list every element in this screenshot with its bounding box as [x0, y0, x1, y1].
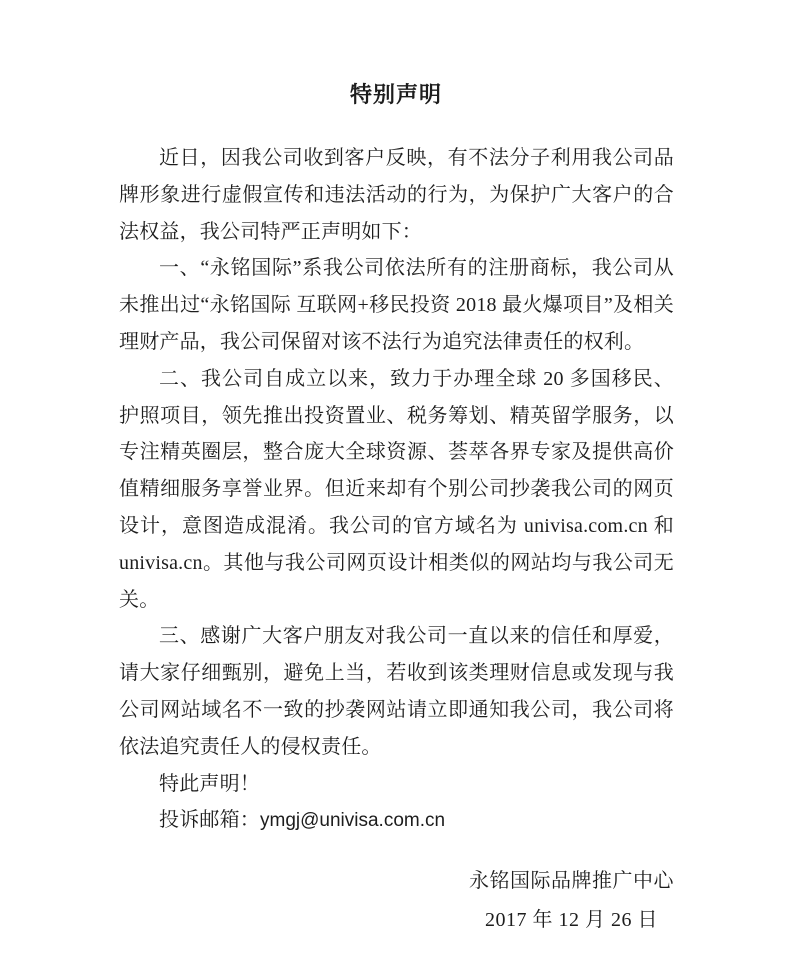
paragraph-item-1: 一、“永铭国际”系我公司依法所有的注册商标，我公司从未推出过“永铭国际 互联网+移民投资 2018 最火爆项目”及相关理财产品，我公司保留对该不法行为追究法律责任的权利。: [119, 257, 674, 353]
document-body: [119, 140, 674, 940]
complaint-email-address: ymgj@univisa.com.cn: [260, 810, 446, 832]
signature-date: 2017 年 12 月 26 日: [485, 909, 658, 932]
paragraph-intro: 近日，因我公司收到客户反映，有不法分子利用我公司品牌形象进行虚假宣传和违法活动的行为，为保护广大客户的合法权益，我公司特严正声明如下：: [119, 147, 674, 243]
closing-statement: 特此声明！: [159, 772, 260, 795]
paragraph-item-2: 二、我公司自成立以来，致力于办理全球 20 多国移民、护照项目，领先推出投资置业、税务筹划、精英留学服务，以专注精英圈层，整合庞大全球资源、荟萃各界专家及提供高价值精细服务享誉业界。但近来却有个别公司抄袭我公司的网页设计，意图造成混淆。我公司的官方域名为 univisa.com.cn 和 univisa.cn。其他与我公司网页设计相类似的网站均与我公司无关。: [119, 367, 674, 611]
complaint-email-label: 投诉邮箱：: [159, 809, 260, 832]
signature-block: [469, 862, 674, 940]
complaint-email-line: [119, 802, 674, 840]
paragraph-item-3: 三、感谢广大客户朋友对我公司一直以来的信任和厚爱，请大家仔细甄别，避免上当，若收到该类理财信息或发现与我公司网站域名不一致的抄袭网站请立即通知我公司，我公司将依法追究责任人的侵权责任。: [119, 625, 674, 758]
signature-organization: 永铭国际品牌推广中心: [469, 870, 674, 893]
page-title: 特别声明: [349, 82, 442, 107]
